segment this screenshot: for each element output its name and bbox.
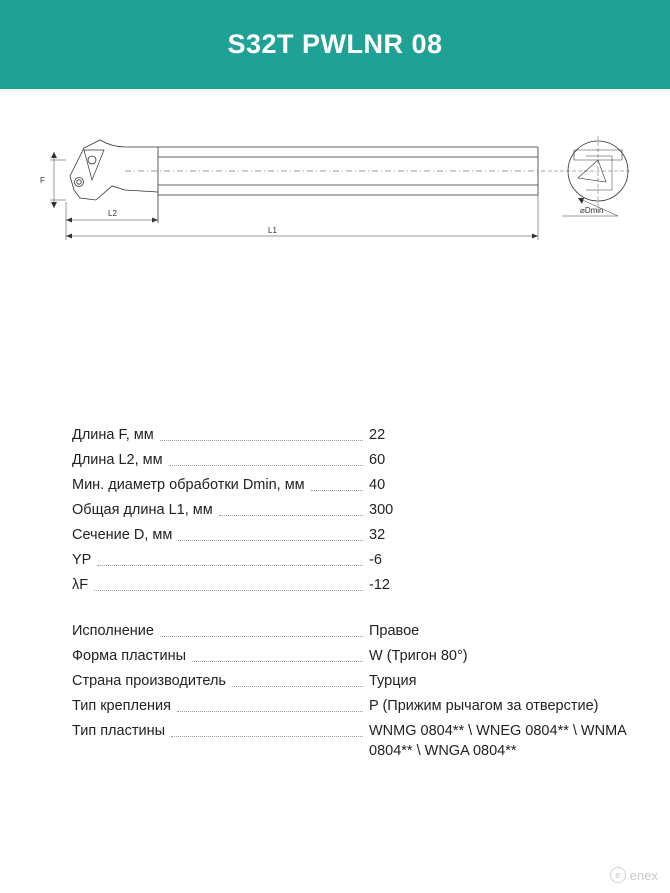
spec-label: Сечение D, мм <box>72 527 173 543</box>
dim-label-f: F <box>40 176 45 185</box>
dim-label-dmin: ⌀Dmin <box>580 206 604 215</box>
watermark <box>610 867 658 883</box>
dot-leader <box>160 425 363 441</box>
spec-label: Тип пластины <box>72 723 165 739</box>
dot-leader <box>192 646 363 662</box>
spec-label: Тип крепления <box>72 698 172 714</box>
spec-row <box>72 500 652 520</box>
enex-logo-icon: e <box>610 867 626 883</box>
spec-label-wrap <box>72 621 369 641</box>
spec-group-dimensions <box>72 425 652 595</box>
spec-row <box>72 696 652 716</box>
spec-value: W (Тригон 80°) <box>369 648 468 664</box>
spec-label: Длина L2, мм <box>72 452 163 468</box>
spec-value: 60 <box>369 452 386 468</box>
dot-leader <box>171 721 363 737</box>
spec-label-wrap <box>72 550 369 570</box>
spec-label: Длина F, мм <box>72 427 154 443</box>
spec-row <box>72 525 652 545</box>
spec-value: 300 <box>369 502 394 518</box>
dot-leader <box>97 550 363 566</box>
spec-label-wrap <box>72 500 369 520</box>
spec-label-wrap <box>72 525 369 545</box>
spec-row <box>72 475 652 495</box>
spec-row <box>72 575 652 595</box>
spec-row <box>72 450 652 470</box>
spec-row <box>72 671 652 691</box>
spec-row <box>72 425 652 445</box>
spec-row <box>72 646 652 666</box>
spec-label-wrap <box>72 721 369 741</box>
dot-leader <box>178 525 363 541</box>
tool-technical-drawing <box>0 120 670 260</box>
spec-value: Правое <box>369 623 420 639</box>
dot-leader <box>177 696 363 712</box>
spec-label-wrap <box>72 575 369 595</box>
spec-value: 32 <box>369 527 386 543</box>
spec-value: 22 <box>369 427 386 443</box>
dim-label-l1: L1 <box>268 226 277 235</box>
spec-value: WNMG 0804** \ WNEG 0804** \ WNMA 0804** \ WNGA 0804** <box>369 723 627 759</box>
spec-value: -6 <box>369 552 382 568</box>
product-title: S32T PWLNR 08 <box>227 29 443 59</box>
dot-leader <box>94 575 363 591</box>
dot-leader <box>232 671 363 687</box>
watermark-text: enex <box>629 867 658 883</box>
group-spacer <box>72 600 652 621</box>
spec-label-wrap <box>72 671 369 691</box>
spec-label-wrap <box>72 696 369 716</box>
spec-value: Турция <box>369 673 417 689</box>
spec-table <box>72 425 652 766</box>
spec-label-wrap <box>72 475 369 495</box>
spec-row <box>72 721 652 761</box>
spec-label: Страна производитель <box>72 673 226 689</box>
spec-label-wrap <box>72 425 369 445</box>
spec-value: -12 <box>369 577 390 593</box>
spec-label-wrap <box>72 646 369 666</box>
spec-label: YP <box>72 552 92 568</box>
spec-value: P (Прижим рычагом за отверстие) <box>369 698 599 714</box>
spec-label: Общая длина L1, мм <box>72 502 213 518</box>
dot-leader <box>311 475 363 491</box>
dim-label-l2: L2 <box>108 209 117 218</box>
spec-label: Форма пластины <box>72 648 187 664</box>
spec-label: Мин. диаметр обработки Dmin, мм <box>72 477 305 493</box>
spec-row <box>72 621 652 641</box>
dot-leader <box>169 450 363 466</box>
spec-label: Исполнение <box>72 623 154 639</box>
dot-leader <box>160 621 363 637</box>
spec-row <box>72 550 652 570</box>
page-header <box>0 0 670 89</box>
spec-label: λF <box>72 577 89 593</box>
dot-leader <box>219 500 363 516</box>
spec-label-wrap <box>72 450 369 470</box>
spec-value: 40 <box>369 477 386 493</box>
spec-group-properties <box>72 621 652 761</box>
